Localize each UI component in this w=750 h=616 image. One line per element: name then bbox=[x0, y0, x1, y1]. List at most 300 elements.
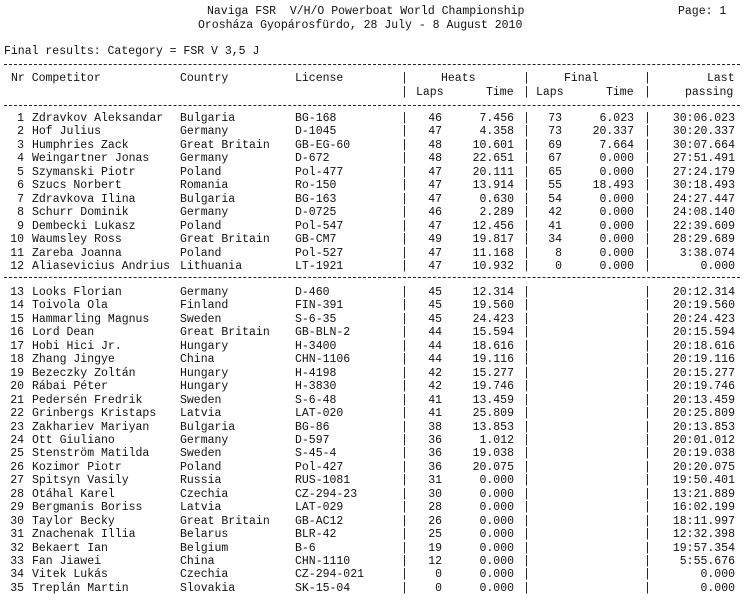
competitor-name: Zakhariev Mariyan bbox=[32, 420, 150, 434]
table-row bbox=[0, 326, 750, 339]
heats-time: 10.601 bbox=[472, 138, 514, 152]
col-separator: | bbox=[401, 568, 408, 582]
final-laps: 42 bbox=[548, 206, 562, 220]
col-separator: | bbox=[644, 528, 651, 542]
last-passing: 30:20.337 bbox=[672, 125, 735, 139]
col-separator: | bbox=[644, 433, 651, 447]
col-separator: | bbox=[644, 179, 651, 193]
page-title: Naviga FSR V/H/O Powerboat World Championship bbox=[207, 5, 525, 18]
col-separator: | bbox=[644, 581, 651, 595]
col-separator: | bbox=[401, 366, 408, 380]
heats-laps: 47 bbox=[428, 192, 442, 206]
country: Poland bbox=[180, 246, 222, 260]
table-row bbox=[0, 461, 750, 474]
col-last-passing: passing bbox=[685, 86, 734, 99]
final-laps: 55 bbox=[548, 179, 562, 193]
table-row bbox=[0, 394, 750, 407]
license: H-3830 bbox=[295, 380, 337, 394]
col-separator: | bbox=[401, 112, 408, 125]
col-separator: | bbox=[523, 192, 530, 206]
heats-laps: 47 bbox=[428, 179, 442, 193]
competitor-name: Bergmanis Boriss bbox=[32, 501, 143, 515]
country: Poland bbox=[180, 219, 222, 233]
col-separator: | bbox=[523, 233, 530, 247]
col-separator: | bbox=[523, 460, 530, 474]
col-separator: | bbox=[401, 420, 408, 434]
col-separator: | bbox=[401, 380, 408, 394]
country: Great Britain bbox=[180, 514, 270, 528]
rank-number: 19 bbox=[10, 366, 24, 380]
rank-number: 14 bbox=[10, 299, 24, 313]
last-passing: 20:19.116 bbox=[672, 353, 735, 367]
table-row bbox=[0, 367, 750, 380]
table-row bbox=[0, 247, 750, 260]
heats-time: 19.817 bbox=[472, 233, 514, 247]
rank-number: 13 bbox=[10, 286, 24, 299]
license: CHN-1110 bbox=[295, 555, 351, 568]
heats-laps: 47 bbox=[428, 125, 442, 139]
competitor-name: Rábai Péter bbox=[32, 380, 108, 394]
col-license: License bbox=[295, 72, 344, 85]
rank-number: 20 bbox=[10, 380, 24, 394]
country: Slovakia bbox=[180, 581, 236, 595]
table-row bbox=[0, 582, 750, 595]
heats-time: 13.853 bbox=[472, 420, 514, 434]
final-time: 0.000 bbox=[599, 165, 634, 179]
table-row bbox=[0, 555, 750, 568]
heats-laps: 45 bbox=[428, 286, 442, 299]
competitor-name: Spitsyn Vasily bbox=[32, 474, 129, 488]
heats-time: 0.000 bbox=[479, 581, 514, 595]
heats-laps: 0 bbox=[435, 568, 442, 582]
license: Pol-477 bbox=[295, 165, 344, 179]
table-row bbox=[0, 501, 750, 514]
table-row bbox=[0, 313, 750, 326]
col-nr-competitor: Nr Competitor bbox=[11, 72, 101, 85]
country: Hungary bbox=[180, 366, 229, 380]
table-row bbox=[0, 353, 750, 366]
col-separator: | bbox=[644, 112, 651, 125]
license: BG-86 bbox=[295, 420, 330, 434]
table-row bbox=[0, 112, 750, 125]
col-separator: | bbox=[401, 192, 408, 206]
final-time: 6.023 bbox=[599, 112, 634, 125]
rank-number: 15 bbox=[10, 312, 24, 326]
final-laps: 8 bbox=[555, 246, 562, 260]
col-separator: | bbox=[401, 179, 408, 193]
license: CZ-294-23 bbox=[295, 487, 358, 501]
col-separator: | bbox=[523, 152, 530, 166]
last-passing: 20:15.277 bbox=[672, 366, 735, 380]
last-passing: 19:57.354 bbox=[672, 541, 735, 555]
col-separator: | bbox=[523, 246, 530, 260]
col-separator: | bbox=[644, 299, 651, 313]
license: B-6 bbox=[295, 541, 316, 555]
heats-laps: 46 bbox=[428, 112, 442, 125]
competitor-name: Vitek Lukás bbox=[32, 568, 108, 582]
competitor-name: Stenström Matilda bbox=[32, 447, 150, 461]
category-line: Final results: Category = FSR V 3,5 J bbox=[4, 45, 260, 58]
heats-time: 0.000 bbox=[479, 501, 514, 515]
country: Romania bbox=[180, 179, 229, 193]
rank-number: 29 bbox=[10, 501, 24, 515]
heats-time: 0.630 bbox=[479, 192, 514, 206]
col-separator: | bbox=[523, 407, 530, 421]
country: Sweden bbox=[180, 312, 222, 326]
event-subtitle: Orosháza Gyopárosfürdo, 28 July - 8 August 2010 bbox=[198, 19, 523, 32]
license: RUS-1081 bbox=[295, 474, 351, 488]
col-separator: | bbox=[644, 259, 651, 273]
col-heats-laps: Laps bbox=[416, 86, 444, 99]
last-passing: 0.000 bbox=[700, 259, 735, 273]
last-passing: 20:19.746 bbox=[672, 380, 735, 394]
last-passing: 20:13.853 bbox=[672, 420, 735, 434]
heats-time: 15.594 bbox=[472, 326, 514, 340]
table-row bbox=[0, 380, 750, 393]
competitor-name: Kozimor Piotr bbox=[32, 460, 122, 474]
table-row bbox=[0, 528, 750, 541]
competitor-name: Toivola Ola bbox=[32, 299, 108, 313]
country: Czechia bbox=[180, 568, 229, 582]
col-separator: | bbox=[644, 487, 651, 501]
heats-laps: 25 bbox=[428, 528, 442, 542]
heats-time: 4.358 bbox=[479, 125, 514, 139]
col-final-laps: Laps bbox=[536, 86, 564, 99]
rank-number: 7 bbox=[17, 192, 24, 206]
col-separator: | bbox=[523, 165, 530, 179]
competitor-name: Zareba Joanna bbox=[32, 246, 122, 260]
col-final-time: Time bbox=[606, 86, 634, 99]
heats-laps: 30 bbox=[428, 487, 442, 501]
license: S-45-4 bbox=[295, 447, 337, 461]
last-passing: 20:25.809 bbox=[672, 407, 735, 421]
col-separator: | bbox=[644, 326, 651, 340]
country: Poland bbox=[180, 460, 222, 474]
final-laps: 0 bbox=[555, 259, 562, 273]
table-row bbox=[0, 233, 750, 246]
license: SK-15-04 bbox=[295, 581, 351, 595]
col-separator: | bbox=[523, 138, 530, 152]
last-passing: 20:13.459 bbox=[672, 393, 735, 407]
heats-laps: 45 bbox=[428, 299, 442, 313]
heats-laps: 47 bbox=[428, 219, 442, 233]
last-passing: 19:50.401 bbox=[672, 474, 735, 488]
col-separator: | bbox=[644, 447, 651, 461]
license: D-672 bbox=[295, 152, 330, 166]
col-separator: | bbox=[401, 407, 408, 421]
heats-time: 0.000 bbox=[479, 487, 514, 501]
col-separator: | bbox=[401, 487, 408, 501]
last-passing: 24:27.447 bbox=[672, 192, 735, 206]
col-separator: | bbox=[401, 152, 408, 166]
last-passing: 30:06.023 bbox=[672, 112, 735, 125]
rank-number: 1 bbox=[17, 112, 24, 125]
final-time: 0.000 bbox=[599, 219, 634, 233]
license: S-6-35 bbox=[295, 312, 337, 326]
col-separator: | bbox=[401, 86, 408, 99]
table-row bbox=[0, 542, 750, 555]
col-separator: | bbox=[644, 86, 651, 99]
competitor-name: Hammarling Magnus bbox=[32, 312, 150, 326]
competitor-name: Grinbergs Kristaps bbox=[32, 407, 157, 421]
col-separator: | bbox=[401, 581, 408, 595]
divider bbox=[4, 277, 740, 278]
heats-time: 19.560 bbox=[472, 299, 514, 313]
col-separator: | bbox=[523, 541, 530, 555]
table-row bbox=[0, 407, 750, 420]
competitor-name: Taylor Becky bbox=[32, 514, 115, 528]
heats-time: 22.651 bbox=[472, 152, 514, 166]
col-separator: | bbox=[401, 246, 408, 260]
col-separator: | bbox=[644, 125, 651, 139]
rank-number: 21 bbox=[10, 393, 24, 407]
col-separator: | bbox=[644, 286, 651, 299]
heats-laps: 28 bbox=[428, 501, 442, 515]
col-last: Last bbox=[707, 72, 735, 85]
license: GB-AC12 bbox=[295, 514, 344, 528]
last-passing: 30:07.664 bbox=[672, 138, 735, 152]
rank-number: 32 bbox=[10, 541, 24, 555]
competitor-name: Aliasevicius Andrius bbox=[32, 259, 171, 273]
country: Germany bbox=[180, 206, 229, 220]
col-separator: | bbox=[401, 447, 408, 461]
table-row bbox=[0, 206, 750, 219]
heats-laps: 36 bbox=[428, 447, 442, 461]
competitor-name: Treplán Martin bbox=[32, 581, 129, 595]
table-row bbox=[0, 515, 750, 528]
col-separator: | bbox=[523, 447, 530, 461]
last-passing: 30:18.493 bbox=[672, 179, 735, 193]
col-separator: | bbox=[523, 501, 530, 515]
heats-laps: 44 bbox=[428, 353, 442, 367]
heats-laps: 47 bbox=[428, 165, 442, 179]
col-separator: | bbox=[401, 474, 408, 488]
col-separator: | bbox=[401, 541, 408, 555]
col-separator: | bbox=[401, 125, 408, 139]
col-separator: | bbox=[523, 259, 530, 273]
heats-time: 20.111 bbox=[472, 165, 514, 179]
col-separator: | bbox=[523, 206, 530, 220]
last-passing: 20:19.038 bbox=[672, 447, 735, 461]
rank-number: 24 bbox=[10, 433, 24, 447]
license: D-1045 bbox=[295, 125, 337, 139]
heats-time: 15.277 bbox=[472, 366, 514, 380]
country: Bulgaria bbox=[180, 192, 236, 206]
col-separator: | bbox=[644, 555, 651, 568]
competitor-name: Hobi Hici Jr. bbox=[32, 339, 122, 353]
country: Great Britain bbox=[180, 326, 270, 340]
col-separator: | bbox=[644, 568, 651, 582]
country: Sweden bbox=[180, 447, 222, 461]
col-separator: | bbox=[401, 528, 408, 542]
heats-time: 2.289 bbox=[479, 206, 514, 220]
competitor-name: Bekaert Ian bbox=[32, 541, 108, 555]
heats-time: 20.075 bbox=[472, 460, 514, 474]
table-row bbox=[0, 299, 750, 312]
heats-time: 10.932 bbox=[472, 259, 514, 273]
heats-laps: 47 bbox=[428, 246, 442, 260]
license: Pol-527 bbox=[295, 246, 344, 260]
rank-number: 27 bbox=[10, 474, 24, 488]
col-separator: | bbox=[401, 312, 408, 326]
country: Poland bbox=[180, 165, 222, 179]
country: Lithuania bbox=[180, 259, 243, 273]
last-passing: 0.000 bbox=[700, 568, 735, 582]
rank-number: 17 bbox=[10, 339, 24, 353]
country: Bulgaria bbox=[180, 112, 236, 125]
license: D-460 bbox=[295, 286, 330, 299]
heats-laps: 31 bbox=[428, 474, 442, 488]
license: GB-BLN-2 bbox=[295, 326, 351, 340]
col-separator: | bbox=[523, 72, 530, 85]
rank-number: 35 bbox=[10, 581, 24, 595]
license: LT-1921 bbox=[295, 259, 344, 273]
col-separator: | bbox=[523, 393, 530, 407]
country: Belgium bbox=[180, 541, 229, 555]
rank-number: 26 bbox=[10, 460, 24, 474]
final-time: 20.337 bbox=[592, 125, 634, 139]
col-separator: | bbox=[644, 233, 651, 247]
heats-time: 0.000 bbox=[479, 514, 514, 528]
country: Belarus bbox=[180, 528, 229, 542]
competitor-name: Pedersén Fredrik bbox=[32, 393, 143, 407]
heats-time: 19.116 bbox=[472, 353, 514, 367]
country: Sweden bbox=[180, 393, 222, 407]
col-separator: | bbox=[401, 339, 408, 353]
col-separator: | bbox=[401, 514, 408, 528]
license: LAT-029 bbox=[295, 501, 344, 515]
table-row bbox=[0, 166, 750, 179]
col-country: Country bbox=[180, 72, 229, 85]
country: Finland bbox=[180, 299, 229, 313]
last-passing: 28:29.689 bbox=[672, 233, 735, 247]
heats-laps: 48 bbox=[428, 138, 442, 152]
final-laps: 69 bbox=[548, 138, 562, 152]
last-passing: 22:39.609 bbox=[672, 219, 735, 233]
col-separator: | bbox=[523, 568, 530, 582]
col-separator: | bbox=[644, 219, 651, 233]
col-separator: | bbox=[523, 581, 530, 595]
license: BG-168 bbox=[295, 112, 337, 125]
country: Germany bbox=[180, 433, 229, 447]
final-laps: 65 bbox=[548, 165, 562, 179]
final-laps: 73 bbox=[548, 125, 562, 139]
rank-number: 23 bbox=[10, 420, 24, 434]
col-separator: | bbox=[523, 179, 530, 193]
table-row bbox=[0, 193, 750, 206]
competitor-name: Dembecki Lukasz bbox=[32, 219, 136, 233]
country: China bbox=[180, 555, 215, 568]
col-separator: | bbox=[401, 286, 408, 299]
final-laps: 34 bbox=[548, 233, 562, 247]
competitor-name: Weingartner Jonas bbox=[32, 152, 150, 166]
col-separator: | bbox=[523, 514, 530, 528]
heats-laps: 42 bbox=[428, 366, 442, 380]
table-row bbox=[0, 340, 750, 353]
heats-laps: 0 bbox=[435, 581, 442, 595]
rank-number: 5 bbox=[17, 165, 24, 179]
rank-number: 10 bbox=[10, 233, 24, 247]
final-time: 7.664 bbox=[599, 138, 634, 152]
col-separator: | bbox=[401, 72, 408, 85]
heats-laps: 44 bbox=[428, 339, 442, 353]
page-number: Page: 1 bbox=[678, 5, 727, 18]
license: Ro-150 bbox=[295, 179, 337, 193]
last-passing: 16:02.199 bbox=[672, 501, 735, 515]
col-separator: | bbox=[644, 541, 651, 555]
last-passing: 18:11.997 bbox=[672, 514, 735, 528]
col-separator: | bbox=[523, 487, 530, 501]
rank-number: 9 bbox=[17, 219, 24, 233]
heats-time: 0.000 bbox=[479, 474, 514, 488]
col-separator: | bbox=[401, 433, 408, 447]
col-separator: | bbox=[523, 420, 530, 434]
heats-time: 19.746 bbox=[472, 380, 514, 394]
license: BLR-42 bbox=[295, 528, 337, 542]
heats-laps: 41 bbox=[428, 393, 442, 407]
heats-time: 12.456 bbox=[472, 219, 514, 233]
col-separator: | bbox=[401, 259, 408, 273]
heats-laps: 41 bbox=[428, 407, 442, 421]
table-row bbox=[0, 125, 750, 138]
col-separator: | bbox=[401, 165, 408, 179]
license: LAT-020 bbox=[295, 407, 344, 421]
heats-time: 13.459 bbox=[472, 393, 514, 407]
heats-laps: 36 bbox=[428, 433, 442, 447]
country: Great Britain bbox=[180, 233, 270, 247]
country: Great Britain bbox=[180, 138, 270, 152]
col-separator: | bbox=[401, 555, 408, 568]
license: CZ-294-021 bbox=[295, 568, 365, 582]
table-row bbox=[0, 152, 750, 165]
rank-number: 8 bbox=[17, 206, 24, 220]
heats-laps: 45 bbox=[428, 312, 442, 326]
col-separator: | bbox=[401, 460, 408, 474]
heats-time: 0.000 bbox=[479, 541, 514, 555]
heats-laps: 46 bbox=[428, 206, 442, 220]
license: BG-163 bbox=[295, 192, 337, 206]
col-heats-time: Time bbox=[486, 86, 514, 99]
col-separator: | bbox=[523, 339, 530, 353]
last-passing: 27:24.179 bbox=[672, 165, 735, 179]
last-passing: 27:51.491 bbox=[672, 152, 735, 166]
final-time: 0.000 bbox=[599, 192, 634, 206]
competitor-name: Humphries Zack bbox=[32, 138, 129, 152]
license: FIN-391 bbox=[295, 299, 344, 313]
col-separator: | bbox=[644, 366, 651, 380]
col-separator: | bbox=[644, 393, 651, 407]
license: S-6-48 bbox=[295, 393, 337, 407]
final-laps: 67 bbox=[548, 152, 562, 166]
heats-laps: 42 bbox=[428, 380, 442, 394]
last-passing: 5:55.676 bbox=[679, 555, 735, 568]
last-passing: 24:08.140 bbox=[672, 206, 735, 220]
col-separator: | bbox=[523, 380, 530, 394]
final-laps: 73 bbox=[548, 112, 562, 125]
col-separator: | bbox=[401, 501, 408, 515]
col-separator: | bbox=[644, 353, 651, 367]
license: D-597 bbox=[295, 433, 330, 447]
heats-time: 18.616 bbox=[472, 339, 514, 353]
col-separator: | bbox=[401, 353, 408, 367]
country: Czechia bbox=[180, 487, 229, 501]
divider bbox=[4, 64, 740, 65]
competitor-name: Szucs Norbert bbox=[32, 179, 122, 193]
competitor-name: Znachenak Illia bbox=[32, 528, 136, 542]
heats-laps: 36 bbox=[428, 460, 442, 474]
heats-laps: 12 bbox=[428, 555, 442, 568]
col-heats: Heats bbox=[441, 72, 476, 85]
